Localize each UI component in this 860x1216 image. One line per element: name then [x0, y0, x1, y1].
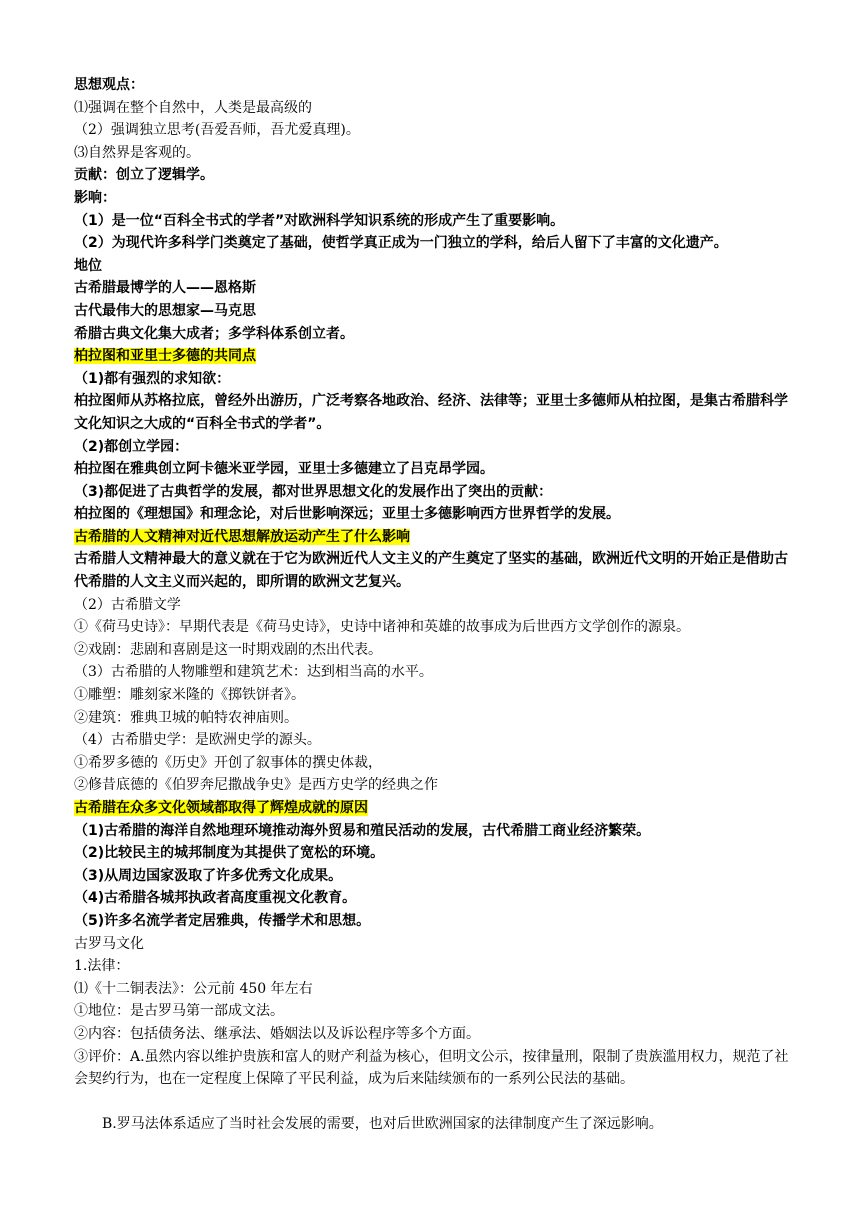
text-line: 希腊古典文化集大成者；多学科体系创立者。 — [74, 325, 354, 342]
text-line: （3）古希腊的人物雕塑和建筑艺术：达到相当高的水平。 — [74, 664, 433, 681]
text-line: （4）古希腊史学：是欧洲史学的源头。 — [74, 732, 321, 749]
text-line: ②建筑：雅典卫城的帕特农神庙则。 — [74, 709, 298, 726]
highlight-text: 古希腊在众多文化领域都取得了辉煌成就的原因 — [74, 800, 368, 816]
text-line: ①《荷马史诗》：早期代表是《荷马史诗》，史诗中诸神和英雄的故事成为后世西方文学创作的源泉。 — [74, 619, 690, 636]
text-line: （4)古希腊各城邦执政者高度重视文化教育。 — [74, 890, 357, 907]
paragraph: ③评价：A.虽然内容以维护贵族和富人的财产利益为核心，但明文公示，按律量刑，限制了贵族滥用权力，规范了社会契约行为，也在一定程度上保障了平民利益，成为后来陆续颁布的一系列公民法的基础。 — [74, 1048, 789, 1088]
text-line: （3)从周边国家汲取了许多优秀文化成果。 — [74, 867, 343, 884]
text-line: ①地位：是古罗马第一部成文法。 — [74, 1003, 284, 1020]
text-line: ①雕塑：雕刻家米隆的《掷铁饼者》。 — [74, 687, 305, 704]
highlight-text: 柏拉图和亚里士多德的共同点 — [74, 348, 256, 365]
highlight-text: 古希腊的人文精神对近代思想解放运动产生了什么影响 — [74, 528, 410, 545]
text-line: 柏拉图在雅典创立阿卡德米亚学园，亚里士多德建立了吕克昂学园。 — [74, 461, 494, 478]
highlighted-heading — [74, 797, 794, 820]
text-line: ⑴《十二铜表法》：公元前 450 年左右 — [74, 980, 313, 997]
text-line: ⑴强调在整个自然中，人类是最高级的 — [74, 99, 312, 116]
text-line: ①希罗多德的《历史》开创了叙事体的撰史体裁， — [74, 754, 382, 771]
text-line: 贡献：创立了逻辑学。 — [74, 167, 214, 184]
paragraph: 古希腊人文精神最大的意义就在于它为欧洲近代人文主义的产生奠定了坚实的基础，欧洲近代文明的开始正是借助古代希腊的人文主义而兴起的，即所谓的欧洲文艺复兴。 — [74, 551, 788, 591]
document-body — [74, 74, 794, 1135]
text-line: （1）是一位“百科全书式的学者”对欧洲科学知识系统的形成产生了重要影响。 — [74, 212, 565, 229]
text-line-indented: B.罗马法体系适应了当时社会发展的需要，也对后世欧洲国家的法律制度产生了深远影响。 — [102, 1115, 663, 1132]
text-line: 1.法律： — [74, 958, 130, 975]
text-line: （2）古希腊文学 — [74, 596, 181, 613]
heading-status: 地位 — [74, 257, 102, 274]
highlighted-heading — [74, 526, 794, 549]
heading-influence: 影响： — [74, 189, 116, 206]
paragraph-spacer — [74, 1091, 794, 1113]
text-line: 古希腊最博学的人——恩格斯 — [74, 280, 256, 297]
text-line: 柏拉图的《理想国》和理念论，对后世影响深远；亚里士多德影响西方世界哲学的发展。 — [74, 506, 620, 523]
text-line: （2）强调独立思考(吾爱吾师，吾尤爱真理)。 — [74, 122, 360, 139]
text-line: ②戏剧：悲剧和喜剧是这一时期戏剧的杰出代表。 — [74, 641, 382, 658]
text-line: （2)都创立学园： — [74, 438, 189, 455]
paragraph: 柏拉图师从苏格拉底，曾经外出游历，广泛考察各地政治、经济、法律等；亚里士多德师从柏拉图，是集古希腊科学文化知识之大成的“百科全书式的学者”。 — [74, 393, 788, 432]
text-line: （2）为现代许多科学门类奠定了基础，使哲学真正成为一门独立的学科，给后人留下了丰富的文化遗产。 — [74, 235, 728, 252]
text-line: （2)比较民主的城邦制度为其提供了宽松的环境。 — [74, 845, 385, 862]
highlighted-heading — [74, 345, 794, 368]
text-line: （5)许多名流学者定居雅典，传播学术和思想。 — [74, 912, 371, 929]
text-line: ②修昔底德的《伯罗奔尼撒战争史》是西方史学的经典之作 — [74, 777, 438, 794]
text-line: 古代最伟大的思想家—马克思 — [74, 302, 256, 319]
text-line: （1)都有强烈的求知欲： — [74, 370, 231, 387]
text-line: （3)都促进了古典哲学的发展，都对世界思想文化的发展作出了突出的贡献： — [74, 483, 553, 500]
heading-thought: 思想观点： — [74, 77, 144, 93]
text-line: （1)古希腊的海洋自然地理环境推动海外贸易和殖民活动的发展，古代希腊工商业经济繁荣。 — [74, 822, 651, 839]
text-line: ②内容：包括债务法、继承法、婚姻法以及诉讼程序等多个方面。 — [74, 1025, 480, 1042]
heading-rome: 古罗马文化 — [74, 935, 144, 952]
text-line: ⑶自然界是客观的。 — [74, 144, 200, 161]
